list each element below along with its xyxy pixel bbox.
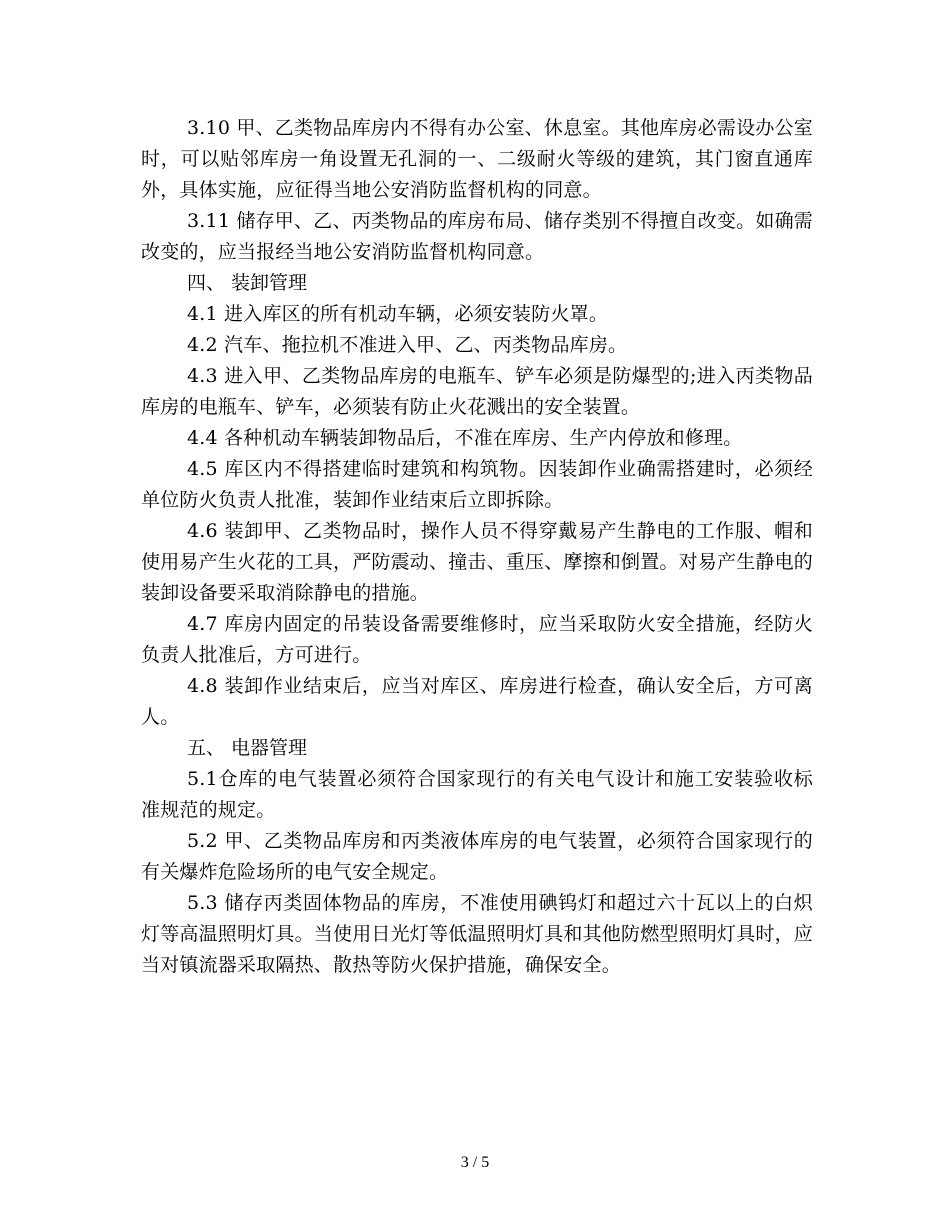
paragraph-3-11: 3.11 储存甲、乙、丙类物品的库房布局、储存类别不得擅自改变。如确需改变的，应当报经当地公安消防监督机构同意。: [141, 210, 813, 263]
paragraph-4-6: 4.6 装卸甲、乙类物品时，操作人员不得穿戴易产生静电的工作服、帽和使用易产生火花的工具，严防震动、撞击、重压、摩擦和倒置。对易产生静电的装卸设备要采取消除静电的措施。: [141, 520, 814, 604]
paragraph-5-2: 5.2 甲、乙类物品库房和丙类液体库房的电气装置，必须符合国家现行的有关爆炸危险场所的电气安全规定。: [141, 830, 813, 883]
paragraph-4-1: 4.1 进入库区的所有机动车辆，必须安装防火罩。: [187, 303, 609, 325]
paragraph-4-8: 4.8 装卸作业结束后，应当对库区、库房进行检查，确认安全后，方可离人。: [141, 675, 813, 728]
paragraph-4-4: 4.4 各种机动车辆装卸物品后，不准在库房、生产内停放和修理。: [187, 427, 743, 449]
paragraph-4-3: 4.3 进入甲、乙类物品库房的电瓶车、铲车必须是防爆型的;进入丙类物品库房的电瓶车、铲车，必须装有防止火花溅出的安全装置。: [141, 365, 813, 418]
paragraph-4-7: 4.7 库房内固定的吊装设备需要维修时，应当采取防火安全措施，经防火负责人批准后，方可进行。: [141, 613, 813, 666]
section-heading-loading: 四、 装卸管理: [187, 272, 308, 294]
paragraph-5-3: 5.3 储存丙类固体物品的库房，不准使用碘钨灯和超过六十瓦以上的白炽灯等高温照明灯具。当使用日光灯等低温照明灯具和其他防燃型照明灯具时，应当对镇流器采取隔热、散热等防火保护措施，确保安全。: [141, 892, 814, 976]
document-body: [141, 113, 813, 981]
paragraph-3-10: 3.10 甲、乙类物品库房内不得有办公室、休息室。其他库房必需设办公室时，可以贴邻库房一角设置无孔洞的一、二级耐火等级的建筑，其门窗直通库外，具体实施，应征得当地公安消防监督机构的同意。: [141, 117, 813, 201]
paragraph-4-5: 4.5 库区内不得搭建临时建筑和构筑物。因装卸作业确需搭建时，必须经单位防火负责人批准，装卸作业结束后立即拆除。: [141, 458, 813, 511]
section-heading-electrical: 五、 电器管理: [187, 737, 308, 759]
paragraph-4-2: 4.2 汽车、拖拉机不准进入甲、乙、丙类物品库房。: [187, 334, 628, 356]
paragraph-5-1: 5.1仓库的电气装置必须符合国家现行的有关电气设计和施工安装验收标准规范的规定。: [141, 768, 813, 821]
page-number: 3 / 5: [460, 1154, 490, 1171]
